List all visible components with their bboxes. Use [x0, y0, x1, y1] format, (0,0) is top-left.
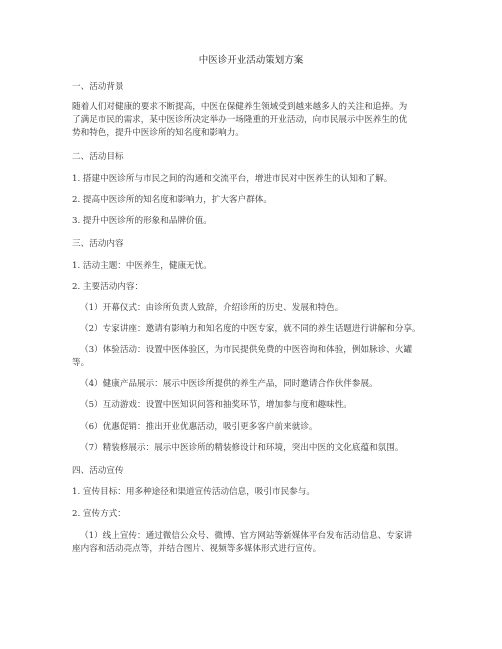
list-item: （6）优惠促销：推出开业优惠活动，吸引更多客户前来就诊。 — [80, 422, 318, 432]
paragraph-line: 势和特色，提升中医诊所的知名度和影响力。 — [72, 128, 244, 138]
section-heading-background: 一、活动背景 — [72, 82, 124, 92]
list-item: （5）互动游戏：设置中医知识问答和抽奖环节，增加参与度和趣味性。 — [80, 400, 352, 410]
list-item: （4）健康产品展示：展示中医诊所提供的养生产品，同时邀请合作伙伴参展。 — [80, 379, 378, 389]
list-item: 2. 宣传方式： — [72, 509, 126, 519]
paragraph-line: 随着人们对健康的要求不断提高，中医在保健养生领域受到越来越多人的关注和追捧。为 — [72, 102, 408, 112]
list-item: 1. 宣传目标：用多种途径和渠道宣传活动信息，吸引市民参与。 — [72, 487, 315, 497]
section-heading-content: 三、活动内容 — [72, 239, 124, 249]
paragraph-line: 等。 — [72, 358, 90, 368]
list-item: （7）精装修展示：展示中医诊所的精装修设计和环境，突出中医的文化底蕴和氛围。 — [80, 443, 404, 453]
document-title: 中医诊开业活动策划方案 — [198, 55, 304, 66]
list-item: （1）开幕仪式：由诊所负责人致辞，介绍诊所的历史、发展和特色。 — [80, 303, 344, 313]
list-item: （2）专家讲座：邀请有影响力和知名度的中医专家，就不同的养生话题进行讲解和分享。 — [80, 324, 421, 334]
paragraph-line: 座内容和活动亮点等，并结合图片、视频等多媒体形式进行宣传。 — [72, 544, 322, 554]
list-item: 2. 主要活动内容： — [72, 282, 144, 292]
list-item: 1. 搭建中医诊所与市民之间的沟通和交流平台，增进市民对中医养生的认知和了解。 — [72, 174, 393, 184]
list-item: 3. 提升中医诊所的形象和品牌价值。 — [72, 216, 212, 226]
section-heading-promotion: 四、活动宣传 — [72, 466, 124, 476]
list-item: 2. 提高中医诊所的知名度和影响力，扩大客户群体。 — [72, 195, 272, 205]
list-item: （1）线上宣传：通过微信公众号、微博、官方网站等新媒体平台发布活动信息、专家讲 — [80, 531, 413, 541]
section-heading-goals: 二、活动目标 — [72, 152, 124, 162]
paragraph-line: 了满足市民的需求，某中医诊所决定举办一场隆重的开业活动，向市民展示中医养生的优 — [72, 115, 408, 125]
list-item: （3）体验活动：设置中医体验区，为市民提供免费的中医咨询和体验，例如脉诊、火罐 — [80, 345, 413, 355]
list-item: 1. 活动主题：中医养生，健康无忧。 — [72, 261, 212, 271]
